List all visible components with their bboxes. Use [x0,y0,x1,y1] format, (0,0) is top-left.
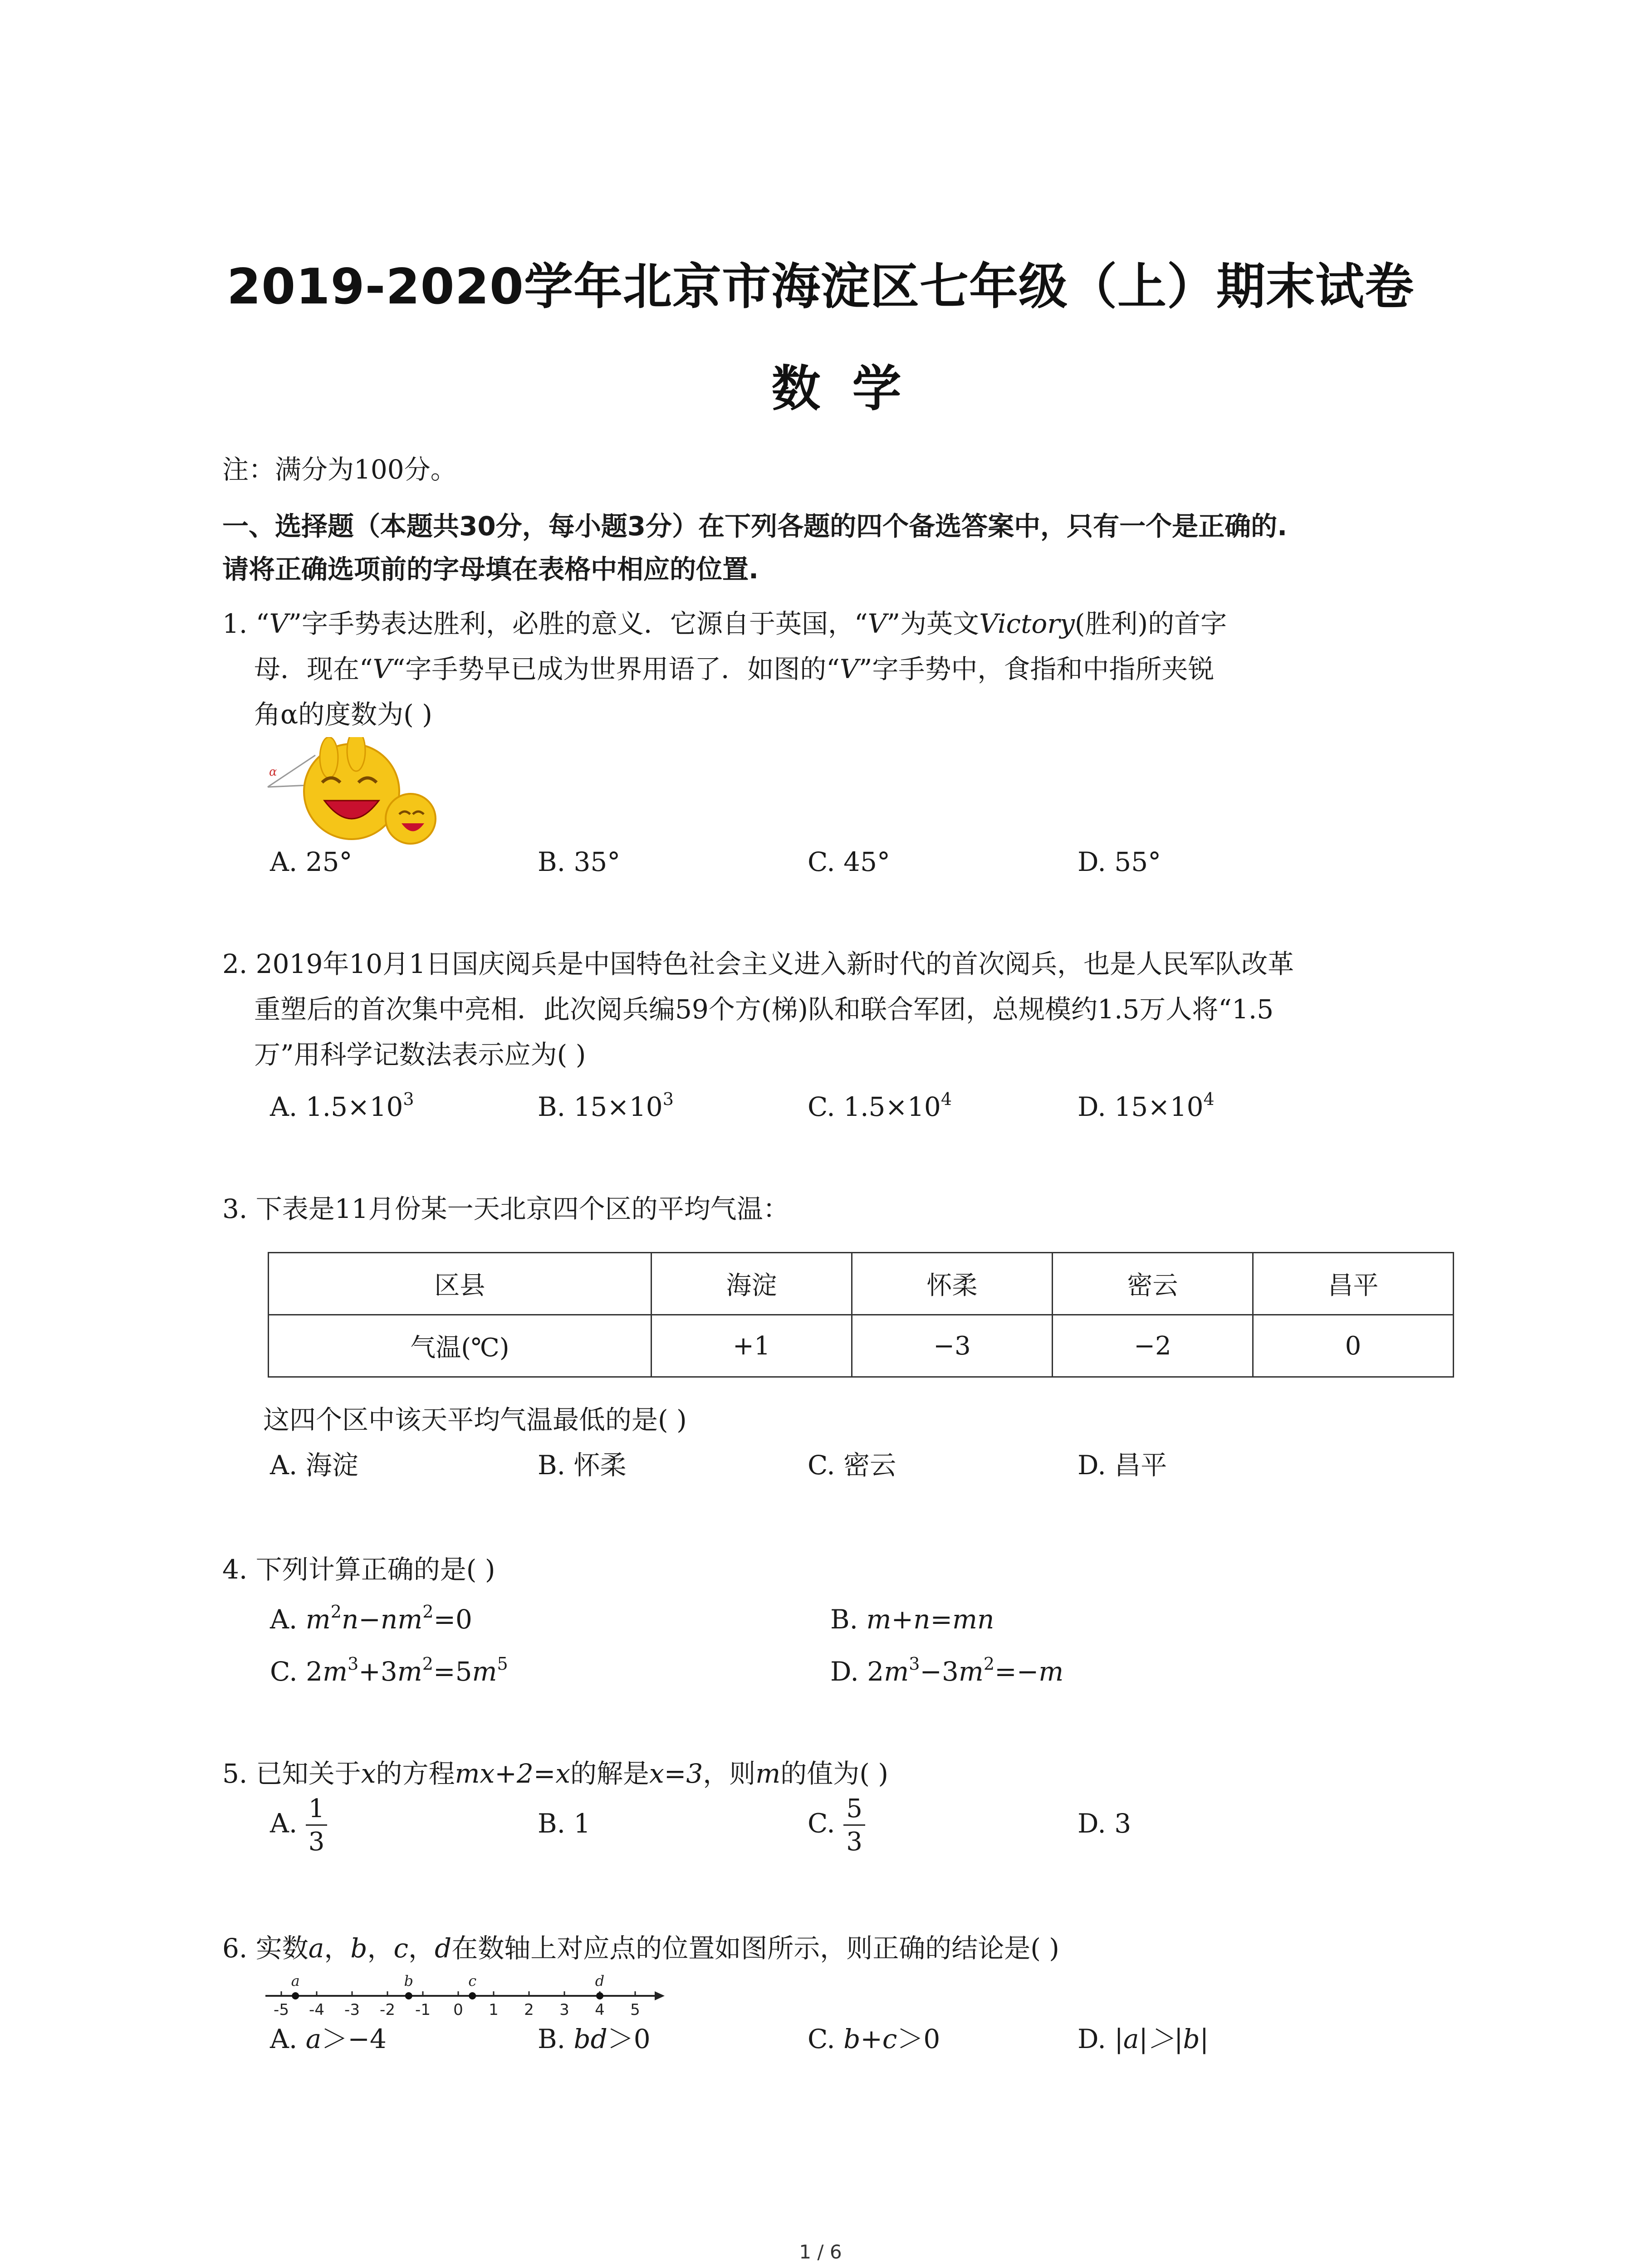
point-b [405,1992,412,1999]
q1-option-d[interactable]: D. 55° [1078,846,1161,877]
q5-option-b[interactable]: B. 1 [538,1808,591,1839]
q3-option-a[interactable]: A. 海淀 [270,1450,358,1481]
table-row [269,1315,1454,1377]
q3-option-d[interactable]: D. 昌平 [1078,1450,1167,1481]
axis-tick-label: -3 [344,2001,360,2019]
q2-option-c[interactable]: C. $1.5\times 10^4$ [808,1089,952,1122]
table-cell: −3 [852,1315,1052,1377]
axis-tick-label: 2 [524,2001,534,2019]
q2-option-d[interactable]: D. $15\times 10^4$ [1078,1089,1215,1122]
point-c [469,1992,476,1999]
axis-tick-label: 5 [630,2001,640,2019]
q6-option-c[interactable]: C. b+c＞0 [808,2024,941,2054]
q2-option-b[interactable]: B. $15\times 10^3$ [538,1089,674,1122]
q5-line1: 5. 已知关于x的方程mx+2=x的解是x=3，则m的值为( ) [222,1758,888,1789]
section-heading-line1: 一、选择题（本题共30分，每小题3分）在下列各题的四个备选答案中，只有一个是正确的. [222,511,1288,542]
q6-option-a[interactable]: A. a＞−4 [270,2024,387,2054]
axis-tick-label: -2 [380,2001,395,2019]
section-heading-line2: 请将正确选项前的字母填在表格中相应的位置. [222,554,759,585]
table-cell: 海淀 [651,1253,852,1315]
point-label-a: a [291,1972,300,1989]
q1-line3: 角α的度数为( ) [254,699,432,730]
q6-option-d[interactable]: D. |a|＞|b| [1078,2024,1209,2054]
subject-title: 数学 [771,361,933,417]
q4-line1: 4. 下列计算正确的是( ) [222,1554,495,1585]
table-cell: 密云 [1052,1253,1253,1315]
alpha-label: α [269,765,277,779]
fraction: $\frac{1}{3}$ [306,1796,328,1855]
q3-option-c[interactable]: C. 密云 [808,1450,896,1481]
table-cell: 昌平 [1253,1253,1453,1315]
axis-tick-label: -1 [415,2001,431,2019]
point-label-b: b [404,1972,414,1989]
q4-option-b[interactable]: B. m+n=mn [830,1604,994,1635]
note: 注：满分为100分。 [222,454,457,485]
q3-question: 这四个区中该天平均气温最低的是( ) [263,1404,687,1435]
point-d [596,1992,603,1999]
q1-line2: 母．现在“V“字手势早已成为世界用语了．如图的“V”字手势中，食指和中指所夹锐 [254,654,1215,684]
axis-tick-label: 1 [489,2001,499,2019]
q6-line1: 6. 实数a，b，c，d在数轴上对应点的位置如图所示，则正确的结论是( ) [222,1933,1059,1964]
axis-tick-label: 3 [559,2001,569,2019]
q2-line1: 2. 2019年10月1日国庆阅兵是中国特色社会主义进入新时代的首次阅兵，也是人民军队改革 [222,948,1294,979]
table-cell: +1 [651,1315,852,1377]
axis-tick-label: 4 [595,2001,605,2019]
temperature-table [268,1252,1454,1378]
table-header-row [269,1253,1454,1315]
exam-title: 2019-2020学年北京市海淀区七年级（上）期末试卷 [227,259,1414,315]
axis-tick-label: -5 [274,2001,289,2019]
axis-tick-label: 0 [453,2001,463,2019]
q1-option-b[interactable]: B. 35° [538,846,621,877]
q2-line3: 万”用科学记数法表示应为( ) [254,1039,586,1070]
q4-option-d[interactable]: D. $2m^3-3m^2=-m$ [830,1654,1064,1687]
point-label-d: d [595,1972,605,1989]
page-number: 1 / 6 [799,2241,842,2263]
q1-line1: 1. “V”字手势表达胜利，必胜的意义．它源自于英国，“V”为英文Victory(胜利)的首字 [222,608,1227,639]
table-cell: −2 [1052,1315,1253,1377]
q2-option-a[interactable]: A. $1.5\times 10^3$ [270,1089,414,1122]
q4-option-a[interactable]: A. $m^2n-nm^2=0$ [270,1602,472,1635]
q2-line2: 重塑后的首次集中亮相．此次阅兵编59个方(梯)队和联合军团，总规模约1.5万人将“1.5 [254,994,1274,1025]
q3-option-b[interactable]: B. 怀柔 [538,1450,627,1481]
q5-option-d[interactable]: D. 3 [1078,1808,1132,1839]
fraction: $\frac{5}{3}$ [843,1796,865,1855]
q1-option-a[interactable]: A. 25° [270,846,353,877]
table-cell: 怀柔 [852,1253,1052,1315]
axis-tick-label: -4 [309,2001,324,2019]
q5-option-c[interactable]: C. $\frac{5}{3}$ [808,1796,865,1855]
q1-option-c[interactable]: C. 45° [808,846,890,877]
table-cell: 区县 [269,1253,652,1315]
q3-line1: 3. 下表是11月份某一天北京四个区的平均气温： [222,1193,789,1224]
q4-option-c[interactable]: C. $2m^3+3m^2=5m^5$ [270,1654,508,1687]
point-label-c: c [468,1972,477,1989]
q5-option-a[interactable]: A. $\frac{1}{3}$ [270,1796,327,1855]
table-cell: 气温(℃) [269,1315,652,1377]
point-a [292,1992,299,1999]
table-cell: 0 [1253,1315,1453,1377]
q6-option-b[interactable]: B. bd＞0 [538,2024,651,2054]
v-sign-emoji-figure [265,737,447,846]
